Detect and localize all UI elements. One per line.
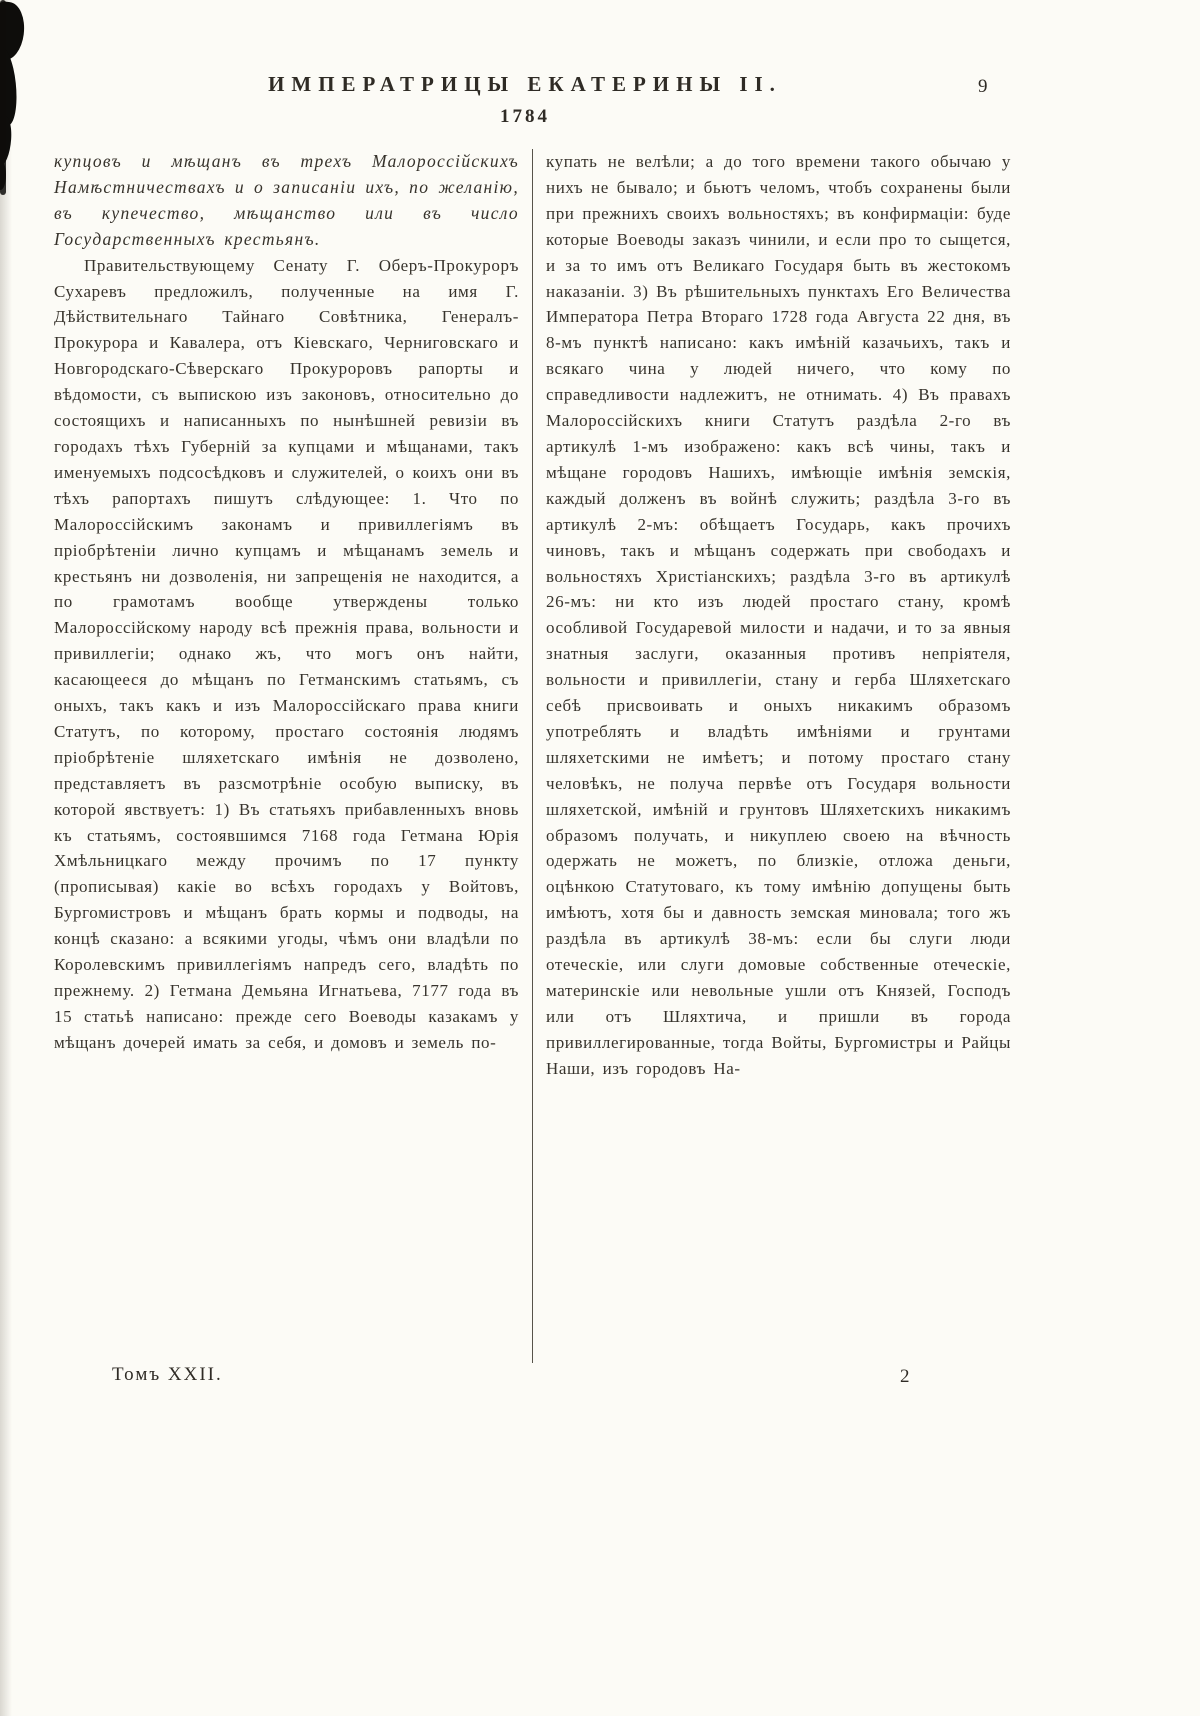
- column-gutter: [519, 149, 546, 1363]
- year-heading: 1784: [500, 106, 550, 127]
- scan-artifact-blob: [0, 0, 6, 195]
- left-column: [54, 149, 519, 1363]
- footer-volume-label: Томъ XXII.: [112, 1364, 223, 1385]
- page-number: 9: [978, 76, 988, 97]
- footer-signature-mark: 2: [900, 1366, 910, 1387]
- right-column: [546, 149, 1011, 1363]
- column-divider-rule: [532, 149, 533, 1363]
- italic-title-continuation: купцовъ и мѣщанъ въ трехъ Малороссійскихъ Намѣстничествахъ и о записаніи ихъ, по желанію, въ купечество, мѣщанство или въ число Государственныхъ крестьянъ.: [54, 151, 519, 249]
- text-columns: [54, 149, 1012, 1363]
- page-title: ИМПЕРАТРИЦЫ ЕКАТЕРИНЫ II.: [268, 72, 782, 96]
- right-column-body: купать не велѣли; а до того времени такого обычаю у нихъ не бывало; и бьютъ челомъ, чтобъ сохранены были при прежнихъ своихъ вольностяхъ; въ конфирмаціи: буде которые Воеводы заказъ чинили, и если про то сыщется, и за то имъ отъ Великаго Государя быть въ жестокомъ наказаніи. 3) Въ рѣшительныхъ пунктахъ Его Величества Императора Петра Втораго 1728 года Августа 22 дня, въ 8-мъ пунктѣ написано: какъ имѣній казачьихъ, такъ и всякаго чина у людей ничего, что кому по справедливости надлежитъ, не отнимать. 4) Въ правахъ Малороссійскихъ книги Статутъ раздѣла 2-го въ артикулѣ 1-мъ изображено: какъ всѣ чины, такъ и мѣщане городовъ Нашихъ, имѣющіе имѣнія земскія, каждый долженъ въ войнѣ служить; раздѣла 3-го въ артикулѣ 2-мъ: обѣщаетъ Государь, какъ прочихъ чиновъ, такъ и мѣщанъ содержать при свободахъ и вольностяхъ Христіанскихъ; раздѣла 3-го въ артикулѣ 26-мъ: ни кто изъ людей простаго стану, кромѣ особливой Государевой милости и надачи, и то за явныя знатныя заслуги, оказанныя противъ непріятеля, вольности и привиллегіи, стану и герба Шляхетскаго себѣ присвоивать и оныхъ никакимъ образомъ употреблять и владѣть имѣніями и грунтами шляхетскими не имѣетъ; и потому простаго стану человѣкъ, не получа первѣе отъ Государя вольности шляхетской, имѣній и грунтовъ Шляхетскихъ никакимъ образомъ получать, и никуплею своею на вѣчность одержать не можетъ, по близкіе, отложа деньги, оцѣнкою Статутоваго, къ тому имѣнію допущены быть имѣютъ, хотя бы и давность земская миновала; того жъ раздѣла въ артикулѣ 38-мъ: если бы слуги люди отеческіе, или слуги домовые собственные отеческіе, материнскіе или невольные ушли отъ Князей, Господъ или отъ Шляхтича, и пришли въ города привиллегированные, тогда Войты, Бургомистры и Райцы Наши, изъ городовъ На-: [546, 152, 1011, 1078]
- scan-edge-shade: [0, 0, 12, 1716]
- left-column-body: Правительствующему Сенату Г. Оберъ-Прокуроръ Сухаревъ предложилъ, полученные на имя Г. Дѣйствительнаго Тайнаго Совѣтника, Генералъ-Прокурора и Кавалера, отъ Кіевскаго, Черниговскаго и Новгородскаго-Сѣверскаго Прокуроровъ рапорты и вѣдомости, съ выпискою изъ законовъ, относительно до состоящихъ и написанныхъ по нынѣшней ревизіи въ городахъ тѣхъ Губерній за купцами и мѣщанами, такъ именуемыхъ подсосѣдковъ и служителей, о коихъ они въ тѣхъ рапортахъ пишутъ слѣдующее: 1. Что по Малороссійскимъ законамъ и привиллегіямъ въ пріобрѣтеніи лично купцамъ и мѣщанамъ земель и крестьянъ ни дозволенія, ни запрещенія не находится, а по грамотамъ вообще утверждены только Малороссійскому народу всѣ прежнія права, вольности и привиллегіи; однако жъ, что могъ онъ найти, касающееся до мѣщанъ по Гетманскимъ статьямъ, съ оныхъ, такъ какъ и изъ Малороссійскаго права книги Статутъ, по которому, простаго состоянія людямъ пріобрѣтеніе шляхетскаго имѣнія не дозволено, представляетъ въ разсмотрѣніе особую выписку, въ которой явствуетъ: 1) Въ статьяхъ прибавленныхъ вновь къ статьямъ, состоявшимся 7168 года Гетмана Юрія Хмѣльницкаго между прочимъ по 17 пункту (прописывая) какіе во всѣхъ городахъ у Войтовъ, Бургомистровъ и мѣщанъ брать кормы и подводы, на концѣ сказано: а всякими угоды, чѣмъ они владѣли по Королевскимъ привиллегіямъ напредъ сего, владѣть по прежнему. 2) Гетмана Демьяна Игнатьева, 7177 года въ 15 статьѣ написано: прежде сего Воеводы казакамъ у мѣщанъ дочерей имать за себя, и домовъ и земель по-: [54, 255, 519, 1052]
